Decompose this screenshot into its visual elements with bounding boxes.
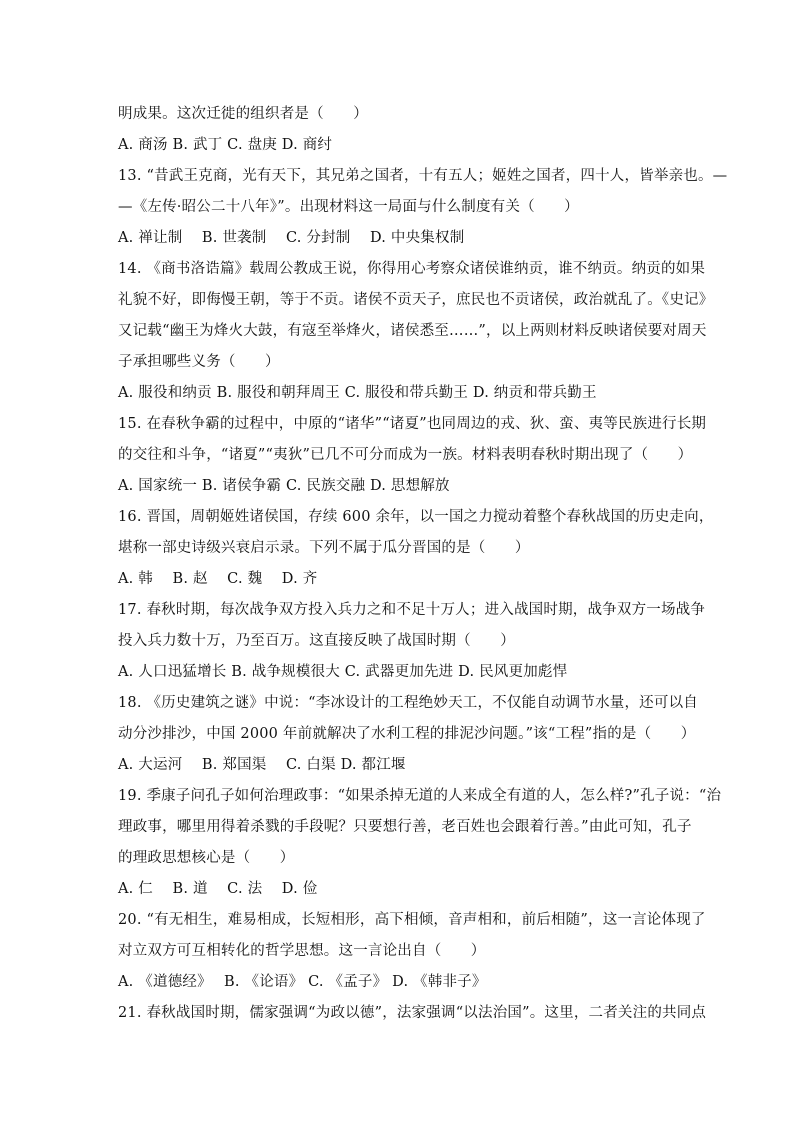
text-line: 又记载“幽王为烽火大鼓，有寇至举烽火，诸侯悉至……”，以上两则材料反映诸侯要对周天	[118, 323, 707, 339]
question-17: 17. 春秋时期，每次战争双方投入兵力之和不足十万人；进入战国时期，战争双方一场战争	[118, 602, 706, 618]
text-line: 动分沙排沙，中国 2000 年前就解决了水利工程的排泥沙问题。”该“工程”指的是（ ）	[118, 726, 696, 742]
answer-options: A. 禅让制 B. 世袭制 C. 分封制 D. 中央集权制	[118, 230, 465, 246]
answer-options: A. 人口迅猛增长 B. 战争规模很大 C. 武器更加先进 D. 民风更加彪悍	[118, 664, 568, 680]
answer-options: A. 《道德经》 B. 《论语》 C. 《孟子》 D. 《韩非子》	[118, 974, 487, 990]
question-18: 18. 《历史建筑之谜》中说：“李冰设计的工程绝妙天工，不仅能自动调节水量，还可以自	[118, 695, 698, 711]
question-20: 20. “有无相生，难易相成，长短相形，高下相倾，音声相和，前后相随”，这一言论体现了	[118, 912, 706, 928]
question-16: 16. 晋国，周朝姬姓诸侯国，存续 600 余年，以一国之力搅动着整个春秋战国的历史走向，	[118, 509, 714, 525]
text-line: 对立双方可互相转化的哲学思想。这一言论出自（ ）	[118, 943, 486, 959]
question-13: 13. “昔武王克商，光有天下，其兄弟之国者，十有五人；姬姓之国者，四十人，皆举亲也。—	[118, 168, 728, 184]
text-line: 堪称一部史诗级兴衰启示录。下列不属于瓜分晋国的是（ ）	[118, 540, 530, 556]
text-line: 的理政思想核心是（ ）	[118, 850, 295, 866]
answer-options: A. 服役和纳贡 B. 服役和朝拜周王 C. 服役和带兵勤王 D. 纳贡和带兵勤王	[118, 385, 597, 401]
question-19: 19. 季康子问孔子如何治理政事：“如果杀掉无道的人来成全有道的人，怎么样?”孔子说：“治	[118, 788, 722, 804]
text-line: 明成果。这次迁徙的组织者是（ ）	[118, 106, 368, 122]
text-line: 的交往和斗争，“诸夏”“夷狄”已几不可分而成为一族。材料表明春秋时期出现了（ ）	[118, 447, 693, 463]
question-15: 15. 在春秋争霸的过程中，中原的“诸华”“诸夏”也同周边的戎、狄、蛮、夷等民族进行长期	[118, 416, 707, 432]
text-line: —《左传·昭公二十八年》”。出现材料这一局面与什么制度有关（ ）	[118, 199, 579, 215]
question-14: 14. 《商书洛诰篇》载周公教成王说，你得用心考察众诸侯谁纳贡，谁不纳贡。纳贡的如果	[118, 261, 706, 277]
answer-options: A. 商汤 B. 武丁 C. 盘庚 D. 商纣	[118, 137, 333, 153]
answer-options: A. 国家统一 B. 诸侯争霸 C. 民族交融 D. 思想解放	[118, 478, 450, 494]
answer-options: A. 仁 B. 道 C. 法 D. 俭	[118, 881, 318, 897]
text-line: 子承担哪些义务（ ）	[118, 354, 280, 370]
answer-options: A. 韩 B. 赵 C. 魏 D. 齐	[118, 571, 318, 587]
answer-options: A. 大运河 B. 郑国渠 C. 白渠 D. 都江堰	[118, 757, 406, 773]
text-line: 投入兵力数十万，乃至百万。这直接反映了战国时期（ ）	[118, 633, 515, 649]
question-21: 21. 春秋战国时期，儒家强调“为政以德”，法家强调“以法治国”。这里，二者关注的共同点	[118, 1005, 707, 1021]
text-line: 礼貌不好，即侮慢王朝，等于不贡。诸侯不贡天子，庶民也不贡诸侯，政治就乱了。《史记》	[118, 292, 714, 308]
text-line: 理政事，哪里用得着杀戮的手段呢？只要想行善，老百姓也会跟着行善。”由此可知，孔子	[118, 819, 692, 835]
